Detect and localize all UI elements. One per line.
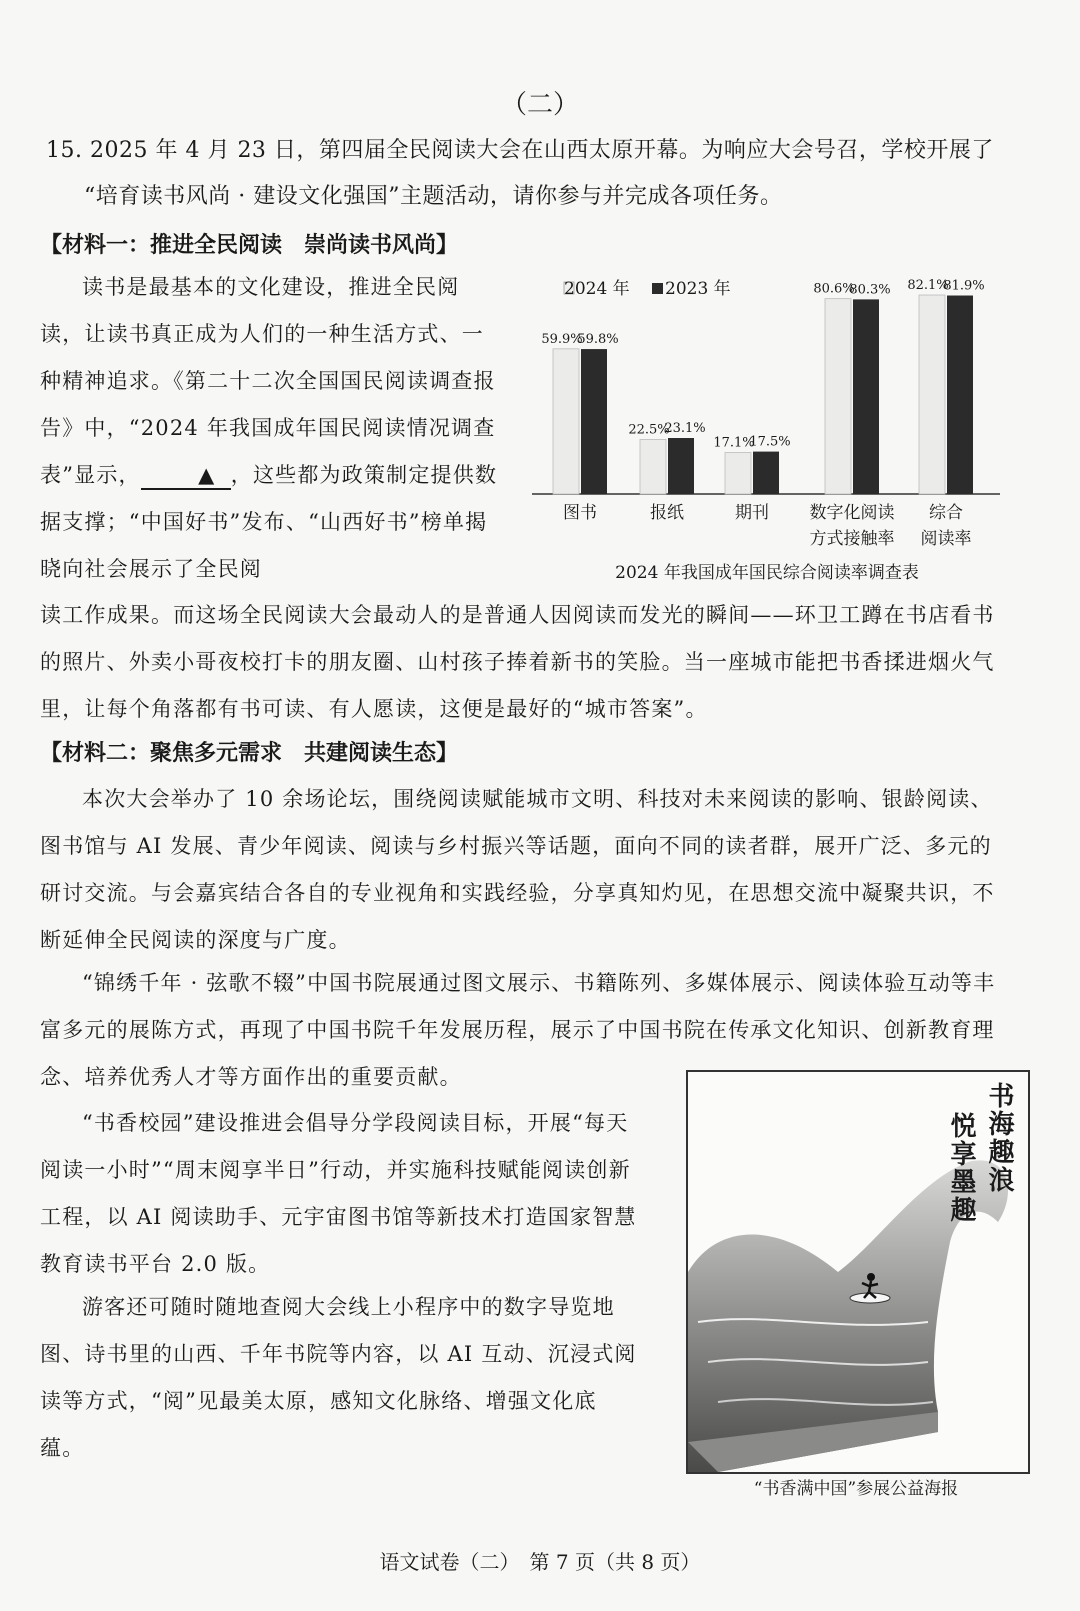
- data-label-2023-0: 59.8%: [577, 332, 619, 348]
- material2-paragraph-4: 游客还可随时随地查阅大会线上小程序中的数字导览地图、诗书里的山西、千年书院等内容，以 AI 互动、沉浸式阅读等方式，“阅”见最美太原，感知文化脉络、增强文化底蕴。: [40, 1295, 637, 1460]
- section-title: （二）: [500, 90, 579, 120]
- material1-paragraph-continued: 读工作成果。而这场全民阅读大会最动人的是普通人因阅读而发光的瞬间——环卫工蹲在书店看书的照片、外卖小哥夜校打卡的朋友圈、山村孩子捧着新书的笑脸。当一座城市能把书香揉进烟火气里，让每个角落都有书可读、有人愿读，这便是最好的“城市答案”。: [40, 603, 995, 721]
- bar-2023-4: [947, 296, 973, 494]
- material2-paragraph-1: 本次大会举办了 10 余场论坛，围绕阅读赋能城市文明、科技对未来阅读的影响、银龄阅读、图书馆与 AI 发展、青少年阅读、阅读与乡村振兴等话题，面向不同的读者群，展开广泛、多元的研讨交流。与会嘉宾结合各自的专业视角和实践经验，分享真知灼见，在思想交流中凝聚共识，不断延伸全民阅读的深度与广度。: [40, 787, 995, 952]
- bar-2024-3: [825, 299, 851, 494]
- chart-svg: [522, 262, 1012, 592]
- material2-paragraph-2: “锦绣千年 · 弦歌不辍”中国书院展通过图文展示、书籍陈列、多媒体展示、阅读体验互动等丰富多元的展陈方式，再现了中国书院千年发展历程，展示了中国书院在传承文化知识、创新教育理念、培养优秀人才等方面作出的重要贡献。: [40, 971, 996, 1089]
- bar-2024-2: [725, 453, 751, 494]
- blank-triangle-mark: ▲: [198, 463, 216, 487]
- data-label-2024-1: 22.5%: [628, 422, 670, 438]
- bar-2024-4: [919, 295, 945, 494]
- material2-heading: 【材料二：聚焦多元需求 共建阅读生态】: [40, 740, 459, 766]
- answer-blank: [141, 462, 231, 490]
- legend-swatch-2023: [652, 283, 663, 294]
- poster-title-right: 书海趣浪: [984, 1082, 1014, 1194]
- category-label-4-0: 综合: [929, 503, 963, 523]
- chart-title: 2024 年我国成年国民综合阅读率调查表: [615, 563, 919, 583]
- material2-paragraph-3: “书香校园”建设推进会倡导分学段阅读目标，开展“每天阅读一小时”“周末阅享半日”行动，并实施科技赋能阅读创新工程，以 AI 阅读助手、元宇宙图书馆等新技术打造国家智慧教育读书平台 2.0 版。: [40, 1111, 637, 1276]
- surfer-head: [867, 1273, 875, 1281]
- bar-2024-1: [640, 439, 666, 494]
- poster-title-left: 悦享墨趣: [946, 1112, 976, 1224]
- legend-label-2023: 2023 年: [665, 279, 731, 299]
- data-label-2024-4: 82.1%: [907, 278, 949, 294]
- data-label-2024-3: 80.6%: [813, 281, 855, 297]
- bar-2024-0: [553, 349, 579, 494]
- legend-label-2024: 2024 年: [564, 279, 630, 299]
- poster-illustration: [688, 1072, 1028, 1472]
- bar-2023-0: [581, 349, 607, 494]
- data-label-2024-2: 17.1%: [713, 435, 755, 451]
- material1-text-part1: 读书是最基本的文化建设，推进全民阅读，让读书真正成为人们的一种生活方式、一种精神追求。《第二十二次全国国民阅读调查报告》中，“2024 年我国成年国民阅读情况调查表”显示，: [40, 275, 496, 487]
- data-label-2023-1: 23.1%: [664, 421, 706, 437]
- category-label-3-1: 方式接触率: [809, 529, 895, 549]
- bar-2023-3: [853, 299, 879, 494]
- poster-caption: “书香满中国”参展公益海报: [753, 1479, 959, 1499]
- bar-2023-2: [753, 452, 779, 494]
- category-label-1-0: 报纸: [650, 503, 684, 523]
- page-footer: 语文试卷（二） 第 7 页（共 8 页）: [379, 1550, 701, 1574]
- chart-legend: [564, 278, 731, 299]
- material1-heading: 【材料一：推进全民阅读 崇尚读书风尚】: [40, 232, 459, 258]
- material1-paragraph: [40, 264, 500, 593]
- category-label-4-1: 阅读率: [920, 529, 972, 549]
- bar-2023-1: [668, 438, 694, 494]
- material1-text-part2: ，这些都为政策制定提供数据支撑；“中国好书”发布、“山西好书”榜单揭晓向社会展示了全民阅: [40, 463, 498, 581]
- question-stem-line2: “培育读书风尚 · 建设文化强国”主题活动，请你参与并完成各项任务。: [84, 184, 783, 209]
- question-stem-line1: 15. 2025 年 4 月 23 日，第四届全民阅读大会在山西太原开幕。为响应大会号召，学校开展了: [46, 138, 994, 163]
- category-label-3-0: 数字化阅读: [809, 503, 895, 523]
- public-service-poster: [686, 1070, 1030, 1474]
- data-label-2023-3: 80.3%: [849, 282, 891, 298]
- category-label-0-0: 图书: [563, 503, 597, 523]
- reading-rate-chart: [522, 262, 1012, 592]
- data-label-2024-0: 59.9%: [541, 331, 583, 347]
- data-label-2023-4: 81.9%: [943, 278, 985, 294]
- data-label-2023-2: 17.5%: [749, 434, 791, 450]
- category-label-2-0: 期刊: [735, 503, 769, 523]
